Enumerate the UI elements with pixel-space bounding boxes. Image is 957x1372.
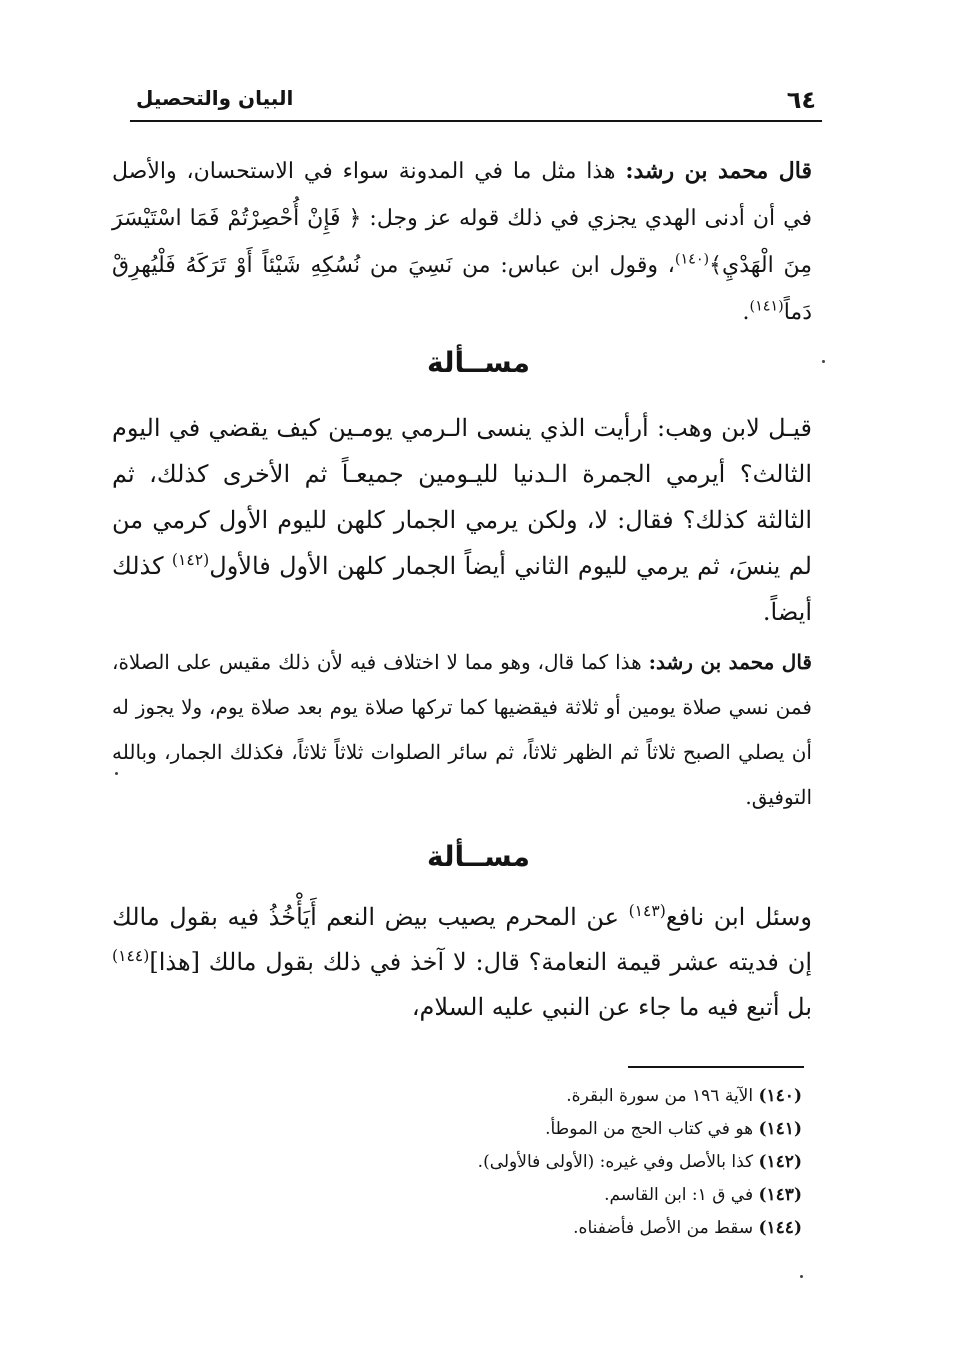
- scan-speck: [115, 772, 118, 775]
- running-title: البيان والتحصيل: [136, 86, 294, 110]
- paragraph-text: عن المحرم يصيب بيض النعم أَيَأْخُذُ فيه بقول مالك إن فديته عشر قيمة النعامة؟ قال: لا آخذ في ذلك بقول مالك [هذا]: [112, 903, 812, 976]
- paragraph-text: بل أتبع فيه ما جاء عن النبي عليه السلام،: [411, 993, 812, 1021]
- footnote-ref: (١٤٠): [674, 251, 710, 268]
- footnote-item: [300, 1146, 802, 1179]
- footnote-number: (١٤٢): [758, 1152, 802, 1172]
- paragraph-text: ، وقول ابن عباس: من نَسِيَ من نُسُكِهِ شَيْئاً أَوْ تَرَكَهُ فَلْيُهرِقْ دَماً: [112, 253, 812, 325]
- footnote-item: [300, 1212, 802, 1245]
- speaker-label: قال محمد بن رشد:: [648, 650, 812, 674]
- header-rule: [130, 120, 822, 122]
- paragraph-text: هذا كما قال، وهو مما لا اختلاف فيه لأن ذلك مقيس على الصلاة، فمن نسي صلاة يومين أو ثلاثة فيقضيها كما تركها صلاة يوم بعد صلاة يوم، ولا يجوز له أن يصلي الصبح ثلاثاً ثم الظهر ثلاثاً، ثم سائر الصلوات ثلاثاً ثلاثاً، فكذلك الجمار، وبالله التوفيق.: [112, 650, 812, 809]
- paragraph-text: هذا مثل ما في المدونة سواء في الاستحسان، والأصل في أن أدنى الهدي يجزي في ذلك قوله عز وجل: ﴿ فَإِنْ أُحْصِرْتُمْ فَمَا اسْتَيْسَرَ مِنَ الْهَدْيِ﴾: [112, 159, 813, 278]
- footnote-item: [300, 1179, 802, 1212]
- paragraph-text: قيـل لابن وهب: أرأيت الذي ينسى الـرمي يومـين كيف يقضي في اليوم الثالث؟ أيرمي الجمرة الـدنيا لليـومين جميعـاً ثم الأخرى كذلك، ثم الثالثة كذلك؟ فقال: لا، ولكن يرمي الجمار كلهن لليوم الأول كرمي من لم ينسَ، ثم يرمي لليوم الثاني أيضاً الجمار كلهن الأول فالأول: [112, 414, 812, 580]
- section-heading: مســألة: [427, 346, 530, 379]
- section-heading: مســألة: [427, 840, 530, 873]
- footnote-text: كذا بالأصل وفي غيره: (الأولى فالأولى).: [477, 1152, 759, 1172]
- paragraph-text: وسئل ابن نافع: [665, 903, 812, 931]
- paragraph-text: .: [742, 300, 750, 325]
- paragraph-ibn-rushd-2: [112, 640, 812, 820]
- footnote-number: (١٤٤): [758, 1218, 802, 1238]
- paragraph-ibn-rushd-1: [112, 148, 812, 336]
- paragraph-question-ibn-wahb: [112, 405, 812, 635]
- page-header: [130, 82, 822, 122]
- footnote-ref: (١٤٢): [171, 551, 210, 569]
- speaker-label: قال محمد بن رشد:: [625, 158, 812, 184]
- footnote-item: [300, 1080, 802, 1113]
- footnote-ref: (١٤١): [749, 298, 784, 315]
- scan-speck: [800, 1275, 803, 1278]
- paragraph-text: كذلك أيضاً.: [112, 552, 812, 626]
- footnotes-list: [300, 1080, 802, 1245]
- footnote-number: (١٤١): [758, 1119, 802, 1139]
- footnote-text: في ق ١: ابن القاسم.: [604, 1185, 759, 1205]
- footnote-number: (١٤٣): [758, 1185, 802, 1205]
- paragraph-question-ibn-nafi: [112, 895, 812, 1030]
- footnote-text: الآية ١٩٦ من سورة البقرة.: [566, 1086, 759, 1106]
- footnote-ref: (١٤٤): [112, 947, 150, 965]
- page-number: ٦٤: [786, 86, 816, 114]
- footnote-number: (١٤٠): [758, 1086, 802, 1106]
- footnote-rule: [628, 1066, 804, 1068]
- footnote-ref: (١٤٣): [628, 902, 666, 920]
- footnote-text: سقط من الأصل فأضفناه.: [573, 1218, 759, 1238]
- scan-speck: [822, 360, 825, 363]
- footnote-item: [300, 1113, 802, 1146]
- footnote-text: هو في كتاب الحج من الموطأ.: [545, 1119, 759, 1139]
